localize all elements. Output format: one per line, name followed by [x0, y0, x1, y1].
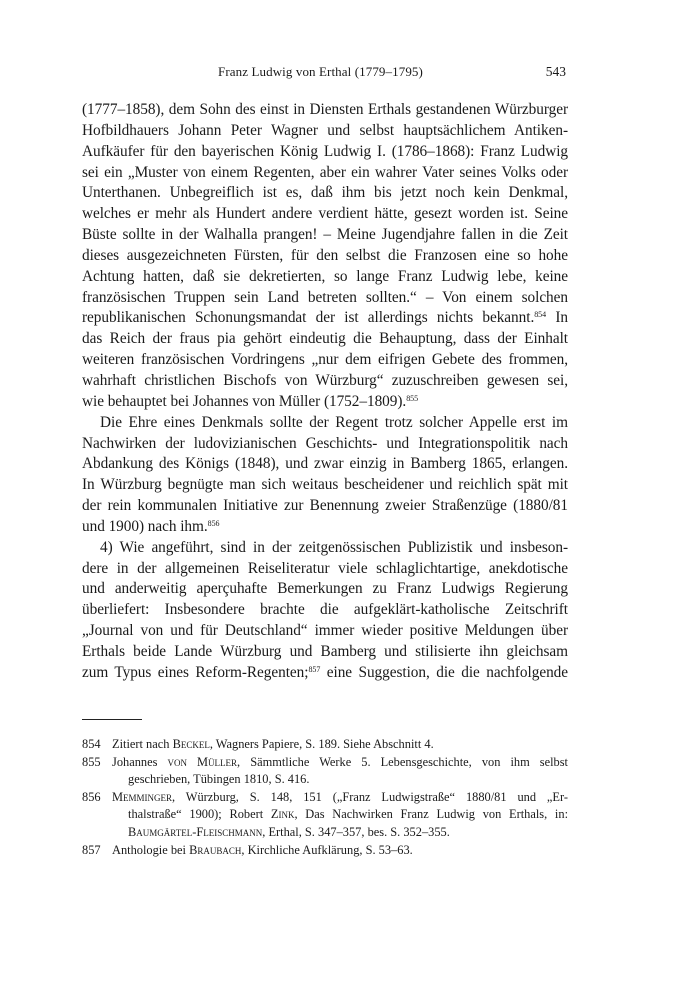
text-line: In Würzburg begnügte man sich weitaus bescheidener und reichlich spät mit [82, 476, 568, 494]
footnote-ref-857[interactable]: 857 [308, 664, 321, 674]
text-line: Abdankung des Königs (1848), und zwar einzig in Bamberg 1865, erlangen. [82, 455, 568, 473]
author-name: Baumgärtel-Fleischmann [128, 824, 263, 839]
footnote-segment: Anthologie bei [112, 842, 190, 857]
text-line: weiteren französischen Vordringens „nur dem eifrigen Gebete des frommen, [82, 351, 568, 369]
footnote-856-continued [82, 806, 568, 824]
text-line: und anderweitig aperçuhafte Bemerkungen zu Franz Ludwigs Regierung [82, 580, 568, 598]
footnote-ref-856[interactable]: 856 [207, 518, 220, 528]
footnote-ref-854[interactable]: 854 [534, 310, 547, 320]
footnote-number: 856 [82, 789, 101, 804]
text-line: Erthals beide Lande Würzburg und Bamberg und stilisierte ihn gleichsam [82, 642, 568, 660]
footnote-segment: , Wagners Papiere, S. 189. Siehe Abschnitt 4. [209, 737, 434, 751]
footnote-text [112, 754, 568, 772]
footnote-ref-855[interactable]: 855 [406, 393, 419, 403]
text-line: französischen Truppen sein Land betreten sollten.“ – Von einem solchen [82, 288, 568, 306]
text-segment: und 1900) nach ihm. [82, 517, 208, 535]
footnote-text [128, 806, 568, 824]
text-line: Nachwirken der ludovizianischen Geschichts- und Integrationspolitik nach [82, 434, 568, 452]
footnote-segment: , Würzburg, S. 148, 151 („Franz Ludwigstraße“ 1880/81 und „Er- [172, 789, 568, 804]
text-line: Hofbildhauers Johann Peter Wagner und selbst hauptsächlichem Antiken- [82, 121, 568, 139]
footnote-854 [82, 736, 568, 754]
footnote-segment: , Sämmtliche Werke 5. Lebensgeschichte, von ihm selbst [237, 754, 568, 769]
footnote-segment: , Erthal, S. 347–357, bes. S. 352–355. [262, 824, 450, 839]
author-name: von Müller [167, 754, 238, 769]
footnote-segment: , Das Nachwirken Franz Ludwig von Erthals, in: [294, 807, 569, 822]
text-segment: In [555, 309, 568, 327]
running-header [82, 64, 566, 84]
footnote-segment: Zitiert nach [112, 737, 173, 751]
footnote-segment: Johannes [112, 754, 168, 769]
footnote-text [128, 824, 568, 842]
footnote-855 [82, 754, 568, 772]
text-segment: zum Typus eines Reform-Regenten; [82, 663, 309, 681]
text-line: welches er mehr als Hundert andere verdient hätte, gesezt worden ist. Seine [82, 205, 568, 223]
text-line [82, 392, 568, 413]
text-line: wahrhaft christlichen Bischofs von Würzburg“ zuzuschreiben gewesen sei, [82, 371, 568, 389]
footnote-text [112, 842, 568, 860]
footnote-857 [82, 842, 568, 860]
author-name: Zink [270, 807, 295, 822]
footnote-number: 855 [82, 754, 101, 769]
text-line: der rein kommunalen Initiative zur Benennung zweier Straßenzüge (1880/81 [82, 497, 568, 515]
text-line: Unterthanen. Unbegreiflich ist es, daß ihm bis jetzt noch kein Denkmal, [82, 184, 568, 202]
footnote-segment: thalstraße“ 1900); Robert [128, 807, 271, 822]
author-name: Memminger [112, 789, 173, 804]
footnote-segment: , Kirchliche Aufklärung, S. 53–63. [241, 842, 413, 857]
running-head-title: Franz Ludwig von Erthal (1779–1795) [218, 64, 423, 79]
text-line: (1777–1858), dem Sohn des einst in Diensten Erthals gestandenen Würzburger [82, 101, 568, 118]
text-segment: eine Suggestion, die die nachfolgende [326, 663, 569, 681]
text-line: „Journal von und für Deutschland“ immer wieder positive Meldungen über [82, 622, 568, 640]
text-line: Büste sollte in der Walhalla prangen! – Meine Jugendjahre fallen in die Zeit [82, 226, 568, 244]
author-name: Braubach [189, 842, 242, 857]
footnote-text [112, 736, 568, 754]
text-line [82, 308, 568, 329]
text-segment: republikanischen Schonungsmandat der ist allerdings nichts bekannt. [82, 309, 535, 327]
footnote-number: 857 [82, 842, 101, 857]
text-line: Aufkäufer für den bayerischen König Ludwig I. (1786–1868): Franz Ludwig [82, 142, 568, 160]
footnote-856-continued [82, 824, 568, 842]
text-line: dere in der allgemeinen Reiseliteratur viele schlaglichtartige, anekdotische [82, 559, 568, 577]
footnote-856 [82, 789, 568, 807]
footnote-number: 854 [82, 737, 101, 751]
page-number: 543 [545, 64, 566, 79]
text-line: das Reich der fraus pia gehört eindeutig die Behauptung, dass der Einhalt [82, 330, 568, 348]
text-line: sei ein „Muster von einem Regenten, aber ein wahrer Vater seines Volks oder [82, 163, 568, 181]
text-segment: wie behauptet bei Johannes von Müller (1752–1809). [82, 392, 407, 410]
main-text [82, 100, 568, 684]
footnote-text [112, 789, 568, 807]
paragraph-first-line: 4) Wie angeführt, sind in der zeitgenössischen Publizistik und insbeson- [100, 538, 568, 556]
text-line: dieses ausgezeichneten Fürsten, für den selbst die Franzosen eine so hohe [82, 246, 568, 264]
paragraph-first-line: Die Ehre eines Denkmals sollte der Regent trotz solcher Appelle erst im [100, 413, 568, 431]
text-line [82, 663, 568, 684]
text-line: überliefert: Insbesondere brachte die aufgeklärt-katholische Zeitschrift [82, 601, 568, 619]
text-line [82, 517, 568, 538]
footnote-segment: geschrieben, Tübingen 1810, S. 416. [128, 772, 310, 787]
text-line: Achtung hatten, daß sie dekretierten, so lange Franz Ludwig lebe, keine [82, 267, 568, 285]
footnotes [82, 736, 568, 859]
footnote-divider [82, 719, 142, 720]
footnote-855-continued [82, 771, 568, 789]
author-name: Beckel [172, 737, 210, 751]
